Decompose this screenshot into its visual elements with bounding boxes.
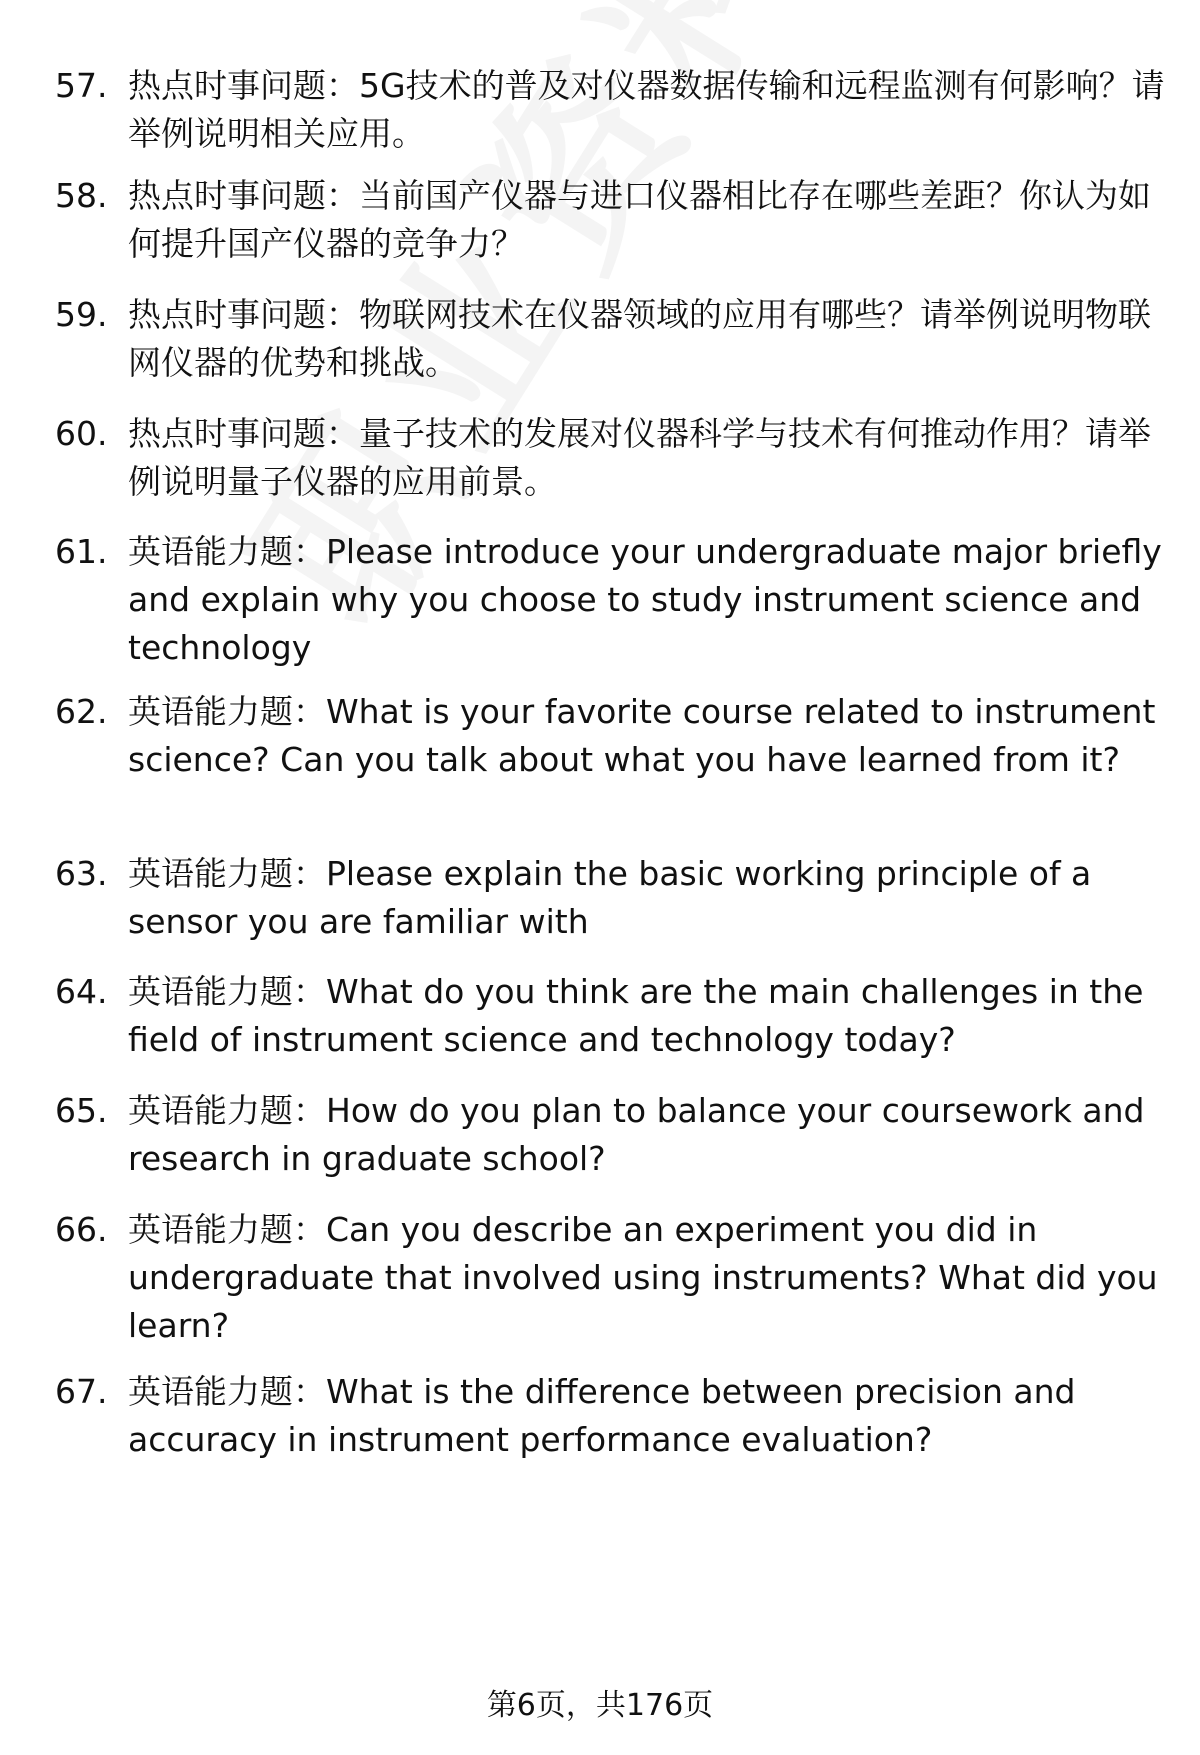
question-item [55,528,1165,672]
question-category: 热点时事问题： [128,66,359,105]
question-body [128,172,1165,268]
question-item [55,1368,1165,1464]
question-number: 61. [55,532,108,571]
question-number: 62. [55,692,108,731]
question-item [55,291,1165,387]
question-body [128,1087,1165,1183]
question-number: 60. [55,414,108,453]
question-body [128,688,1165,784]
question-number: 67. [55,1372,108,1411]
question-item [55,1087,1165,1183]
question-body [128,62,1165,158]
question-text: What is the difference between precision and accuracy in instrument performance evaluation? [128,1372,1076,1459]
question-number: 59. [55,295,108,334]
question-item [55,1206,1165,1350]
question-text: What is your favorite course related to instrument science? Can you talk about what you have learned from it? [128,692,1156,779]
question-category: 英语能力题： [128,1210,326,1249]
question-category: 英语能力题： [128,692,326,731]
question-number: 57. [55,66,108,105]
question-item [55,410,1165,506]
question-text: How do you plan to balance your coursework and research in graduate school? [128,1091,1145,1178]
question-category: 英语能力题： [128,1091,326,1130]
question-item [55,62,1165,158]
question-body [128,968,1165,1064]
question-text: 物联网技术在仪器领域的应用有哪些？请举例说明物联网仪器的优势和挑战。 [128,295,1151,382]
question-text: 当前国产仪器与进口仪器相比存在哪些差距？你认为如何提升国产仪器的竞争力？ [128,176,1151,263]
question-item [55,850,1165,946]
question-text: Can you describe an experiment you did in undergraduate that involved using instruments? What did you learn? [128,1210,1158,1345]
question-body [128,1368,1165,1464]
question-item [55,968,1165,1064]
question-text: 5G技术的普及对仪器数据传输和远程监测有何影响？请举例说明相关应用。 [128,66,1165,153]
question-item [55,172,1165,268]
question-number: 64. [55,972,108,1011]
question-text: What do you think are the main challenges in the field of instrument science and technology today? [128,972,1144,1059]
question-text: Please introduce your undergraduate major briefly and explain why you choose to study instrument science and technology [128,532,1162,667]
question-number: 63. [55,854,108,893]
question-body [128,410,1165,506]
question-category: 英语能力题： [128,854,326,893]
question-number: 65. [55,1091,108,1130]
question-body [128,850,1165,946]
question-item [55,688,1165,784]
question-number: 66. [55,1210,108,1249]
question-body [128,291,1165,387]
question-category: 热点时事问题： [128,176,359,215]
question-category: 热点时事问题： [128,414,359,453]
question-category: 英语能力题： [128,1372,326,1411]
question-text: Please explain the basic working principle of a sensor you are familiar with [128,854,1092,941]
question-number: 58. [55,176,108,215]
question-category: 英语能力题： [128,532,326,571]
question-category: 热点时事问题： [128,295,359,334]
question-body [128,528,1165,672]
question-text: 量子技术的发展对仪器科学与技术有何推动作用？请举例说明量子仪器的应用前景。 [128,414,1151,501]
page-footer: 第6页，共176页 [486,1688,714,1723]
question-body [128,1206,1165,1350]
question-category: 英语能力题： [128,972,326,1011]
